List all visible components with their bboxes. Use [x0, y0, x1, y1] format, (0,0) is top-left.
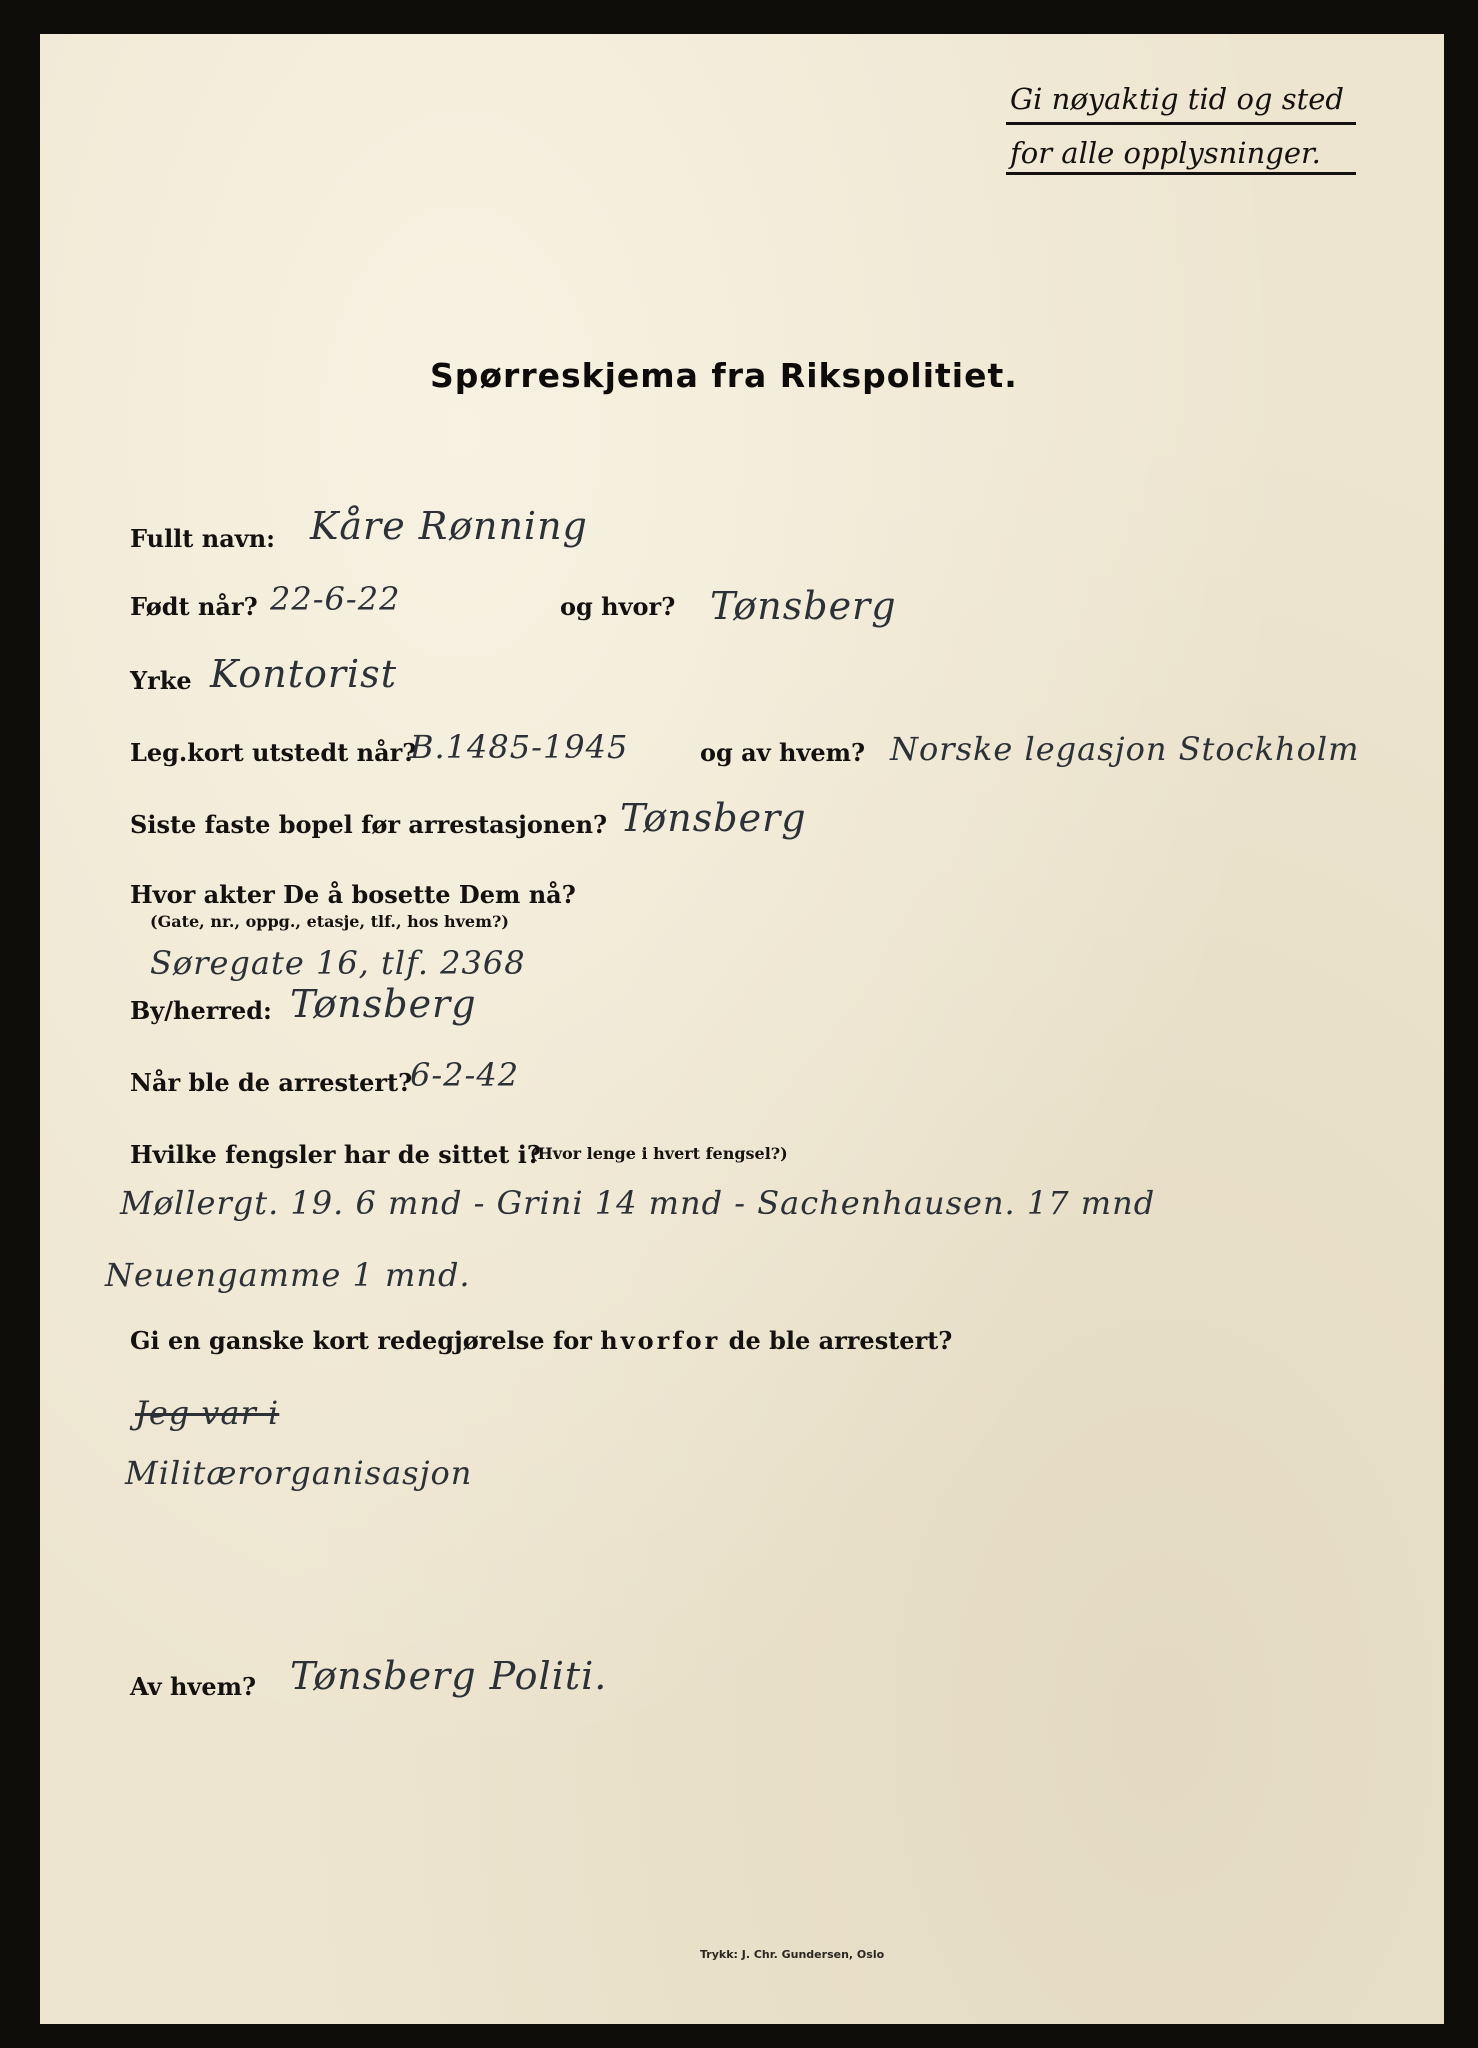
occupation-value: Kontorist	[210, 652, 397, 696]
municipality-label: By/herred:	[130, 996, 272, 1025]
prisons-value-line1: Møllergt. 19. 6 mnd - Grini 14 mnd - Sachenhausen. 17 mnd	[120, 1184, 1156, 1222]
reason-struck-text: Jeg var i	[135, 1394, 280, 1432]
municipality-value: Tønsberg	[290, 982, 477, 1026]
prisons-sublabel: (Hvor lenge i hvert fengsel?)	[530, 1144, 788, 1163]
header-note-rule-2	[1006, 172, 1356, 175]
arrested-by-label: Av hvem?	[130, 1672, 257, 1701]
header-note-rule-1	[1006, 122, 1356, 125]
born-when-label: Født når?	[130, 592, 258, 621]
full-name-label: Fullt navn:	[130, 524, 275, 553]
form-sheet	[40, 34, 1444, 2024]
occupation-label: Yrke	[130, 666, 192, 695]
full-name-value: Kåre Rønning	[310, 504, 588, 548]
last-residence-label: Siste faste bopel før arrestasjonen?	[130, 810, 608, 839]
reason-label-emphasis: hvorfor	[600, 1326, 721, 1355]
last-residence-value: Tønsberg	[620, 796, 807, 840]
arrested-when-value: 6-2-42	[410, 1056, 520, 1094]
reason-value: Militærorganisasjon	[125, 1454, 473, 1492]
id-card-when-label: Leg.kort utstedt når?	[130, 738, 417, 767]
born-where-label: og hvor?	[560, 592, 676, 621]
prisons-value-line2: Neuengamme 1 mnd.	[105, 1256, 471, 1294]
id-card-by-label: og av hvem?	[700, 738, 866, 767]
prisons-label: Hvilke fengsler har de sittet i?	[130, 1140, 541, 1169]
form-title: Spørreskjema fra Rikspolitiet.	[430, 356, 1018, 395]
reason-label-part2: de ble arrestert?	[728, 1326, 953, 1355]
born-when-value: 22-6-22	[270, 580, 401, 618]
settle-where-label: Hvor akter De å bosette Dem nå?	[130, 880, 576, 909]
reason-label-part1: Gi en ganske kort redegjørelse for	[130, 1326, 592, 1355]
id-card-by-value: Norske legasjon Stockholm	[890, 730, 1360, 768]
arrested-when-label: Når ble de arrestert?	[130, 1068, 413, 1097]
header-note-line1: Gi nøyaktig tid og sted	[1010, 82, 1344, 116]
id-card-when-value: B.1485-1945	[410, 728, 629, 766]
settle-where-value: Søregate 16, tlf. 2368	[150, 944, 526, 982]
arrested-by-value: Tønsberg Politi.	[290, 1654, 608, 1698]
settle-where-sublabel: (Gate, nr., oppg., etasje, tlf., hos hvem?)	[150, 912, 509, 931]
header-note-line2: for alle opplysninger.	[1010, 136, 1321, 170]
reason-label	[130, 1326, 952, 1355]
printer-imprint: Trykk: J. Chr. Gundersen, Oslo	[700, 1948, 885, 1961]
born-where-value: Tønsberg	[710, 584, 897, 628]
